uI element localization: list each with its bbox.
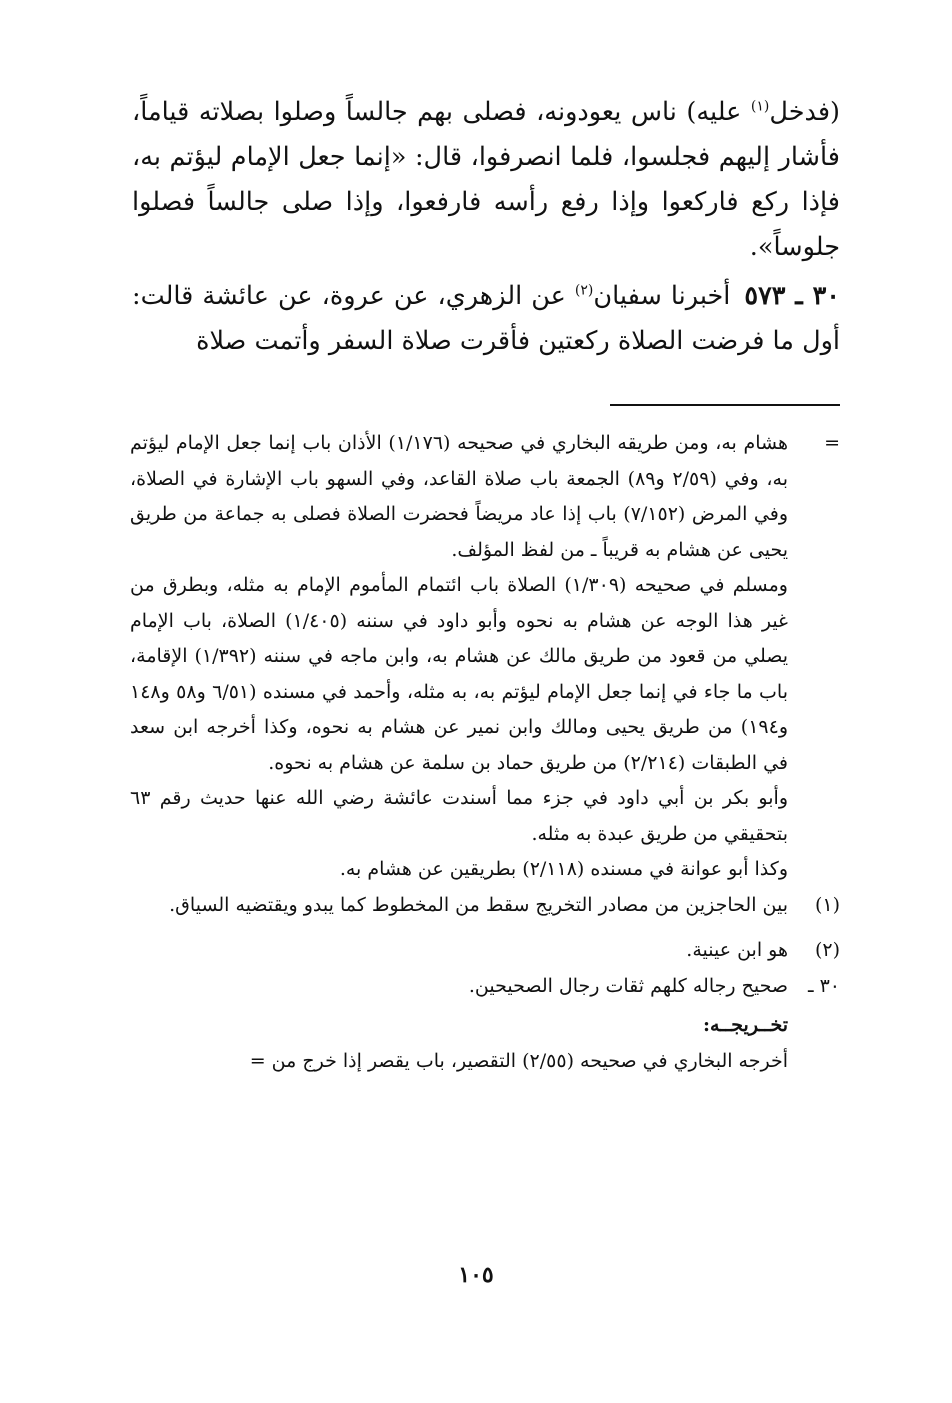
abu-bakr-text: وأبو بكر بن أبي داود في جزء مما أسندت عائشة رضي الله عنها حديث رقم ٦٣ بتحقيقي من طريق عبدة به مثله. <box>130 787 788 845</box>
hadith-number: ٣٠ ـ ٥٧٣ <box>744 281 841 311</box>
hadith-573 <box>132 274 840 364</box>
continuation-text: هشام به، ومن طريقه البخاري في صحيحه (١/١٧٦) الأذان باب إنما جعل الإمام ليؤتم به، وفي (٢/٥٩ و٨٩) الجمعة باب صلاة القاعد، وفي السهو باب الإشارة في الصلاة، وفي المرض (٧/١٥٢) باب إذا عاد مريضاً فحضرت الصلاة فصلى به جماعة من طريق يحيى عن هشام به قريباً ـ من لفظ المؤلف. <box>130 432 789 561</box>
takhrij-text: أخرجه البخاري في صحيحه (٢/٥٥) التقصير، باب يقصر إذا خرج من = <box>249 1049 788 1072</box>
footnote-ref-2: (٢) <box>574 282 594 299</box>
hadith-grading-text: صحيح رجاله كلهم ثقات رجال الصحيحين. <box>468 974 788 997</box>
abu-awana-text: وكذا أبو عوانة في مسنده (٢/١١٨) بطريقين عن هشام به. <box>339 858 788 880</box>
paragraph-text-rest: عليه) ناس يعودونه، فصلى بهم جالساً وصلوا بصلاته قياماً، فأشار إليهم فجلسوا، فلما انصرفوا، قال: «إنما جعل الإمام ليؤتم به، فإذا ركع فاركعوا وإذا رفع رأسه فارفعوا، وإذا صلى جالساً فصلوا جلوساً». <box>132 97 840 262</box>
footnote-abu-awana <box>130 852 840 888</box>
paragraph-continuation <box>132 90 840 270</box>
footnote-1-text: بين الحاجزين من مصادر التخريج سقط من المخطوط كما يبدو ويقتضيه السياق. <box>169 893 788 916</box>
footnote-1-mark: (١) <box>814 893 840 916</box>
page-number: ١٠٥ <box>458 1262 494 1288</box>
hadith-grading-note <box>130 969 840 1005</box>
footnote-abu-bakr <box>130 781 840 852</box>
hadith-text-rest: عن الزهري، عن عروة، عن عائشة قالت: أول ما فرضت الصلاة ركعتين فأقرت صلاة السفر وأتمت صلاة <box>132 281 840 356</box>
footnote-2-mark: (٢) <box>814 939 840 961</box>
footnote-separator <box>610 404 840 406</box>
main-text <box>132 90 840 364</box>
hadith-text-start: أخبرنا سفيان <box>593 281 731 311</box>
hadith-grading-mark: ٣٠ ـ <box>807 974 840 997</box>
takhrij-heading: تخــريجــه: <box>702 1014 788 1036</box>
footnotes <box>130 426 840 1079</box>
footnote-ref-1: (١) <box>750 98 770 115</box>
footnote-continuation <box>130 426 840 568</box>
footnote-muslim <box>130 568 840 781</box>
footnote-1 <box>130 888 840 924</box>
footnote-2-text: هو ابن عينية. <box>686 939 788 961</box>
footnote-2 <box>130 933 840 969</box>
paragraph-text-start: (فدخل <box>769 97 840 127</box>
muslim-text: ومسلم في صحيحه (١/٣٠٩) الصلاة باب ائتمام المأموم الإمام به مثله، وبطرق من غير هذا الوجه عن هشام به نحوه وأبو داود في سننه (١/٤٠٥) الصلاة، باب الإمام يصلي من قعود من طريق مالك عن هشام به، وابن ماجه في سننه (١/٣٩٢) الإقامة، باب ما جاء في إنما جعل الإمام ليؤتم به، به مثله، وأحمد في مسنده (٦/٥١ و٥٨ و١٤٨ و١٩٤) من طريق يحيى ومالك وابن نمير عن هشام به نحوه، وكذا أخرجه ابن سعد في الطبقات (٢/٢١٤) من طريق حماد بن سلمة عن هشام به نحوه. <box>130 574 789 774</box>
continuation-mark: = <box>824 432 840 454</box>
